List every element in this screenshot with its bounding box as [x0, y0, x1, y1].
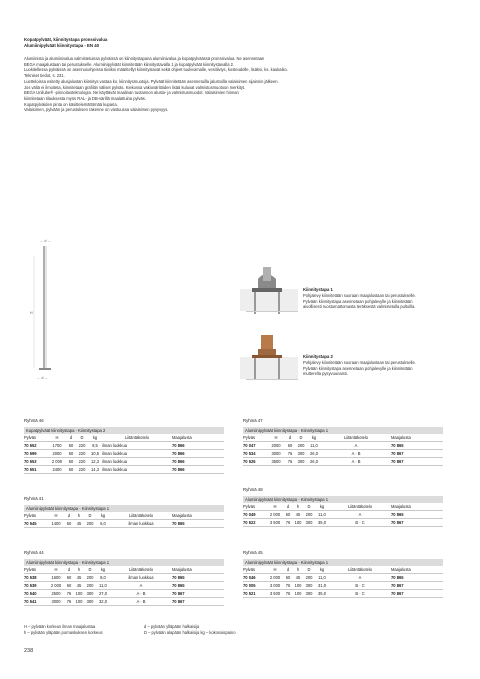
col-header: Maajalusta	[172, 512, 224, 520]
cell: 76	[64, 590, 74, 598]
cell: 76	[285, 450, 295, 458]
page-subtitle: Alumiinipylväät kiinnitystapa - EN 40	[24, 43, 99, 48]
pole-code: 70 049	[243, 511, 267, 519]
cell: A · B	[110, 590, 172, 598]
cell: A · B	[110, 598, 172, 606]
table-row	[243, 590, 443, 598]
cell: 31,0	[315, 582, 329, 590]
cell: 200	[84, 574, 96, 582]
base-code: 70 867	[391, 590, 443, 598]
cell: 60	[66, 466, 76, 474]
cell: 11,0	[315, 511, 329, 519]
product-group-45	[243, 550, 443, 598]
group-table-header: Kupatpylväät kiinnitystapa - Kiinnitystapa 2	[24, 427, 224, 434]
product-group-41	[24, 496, 224, 528]
cell: A	[110, 582, 172, 590]
cell: 100	[294, 591, 302, 596]
caption-line: Pohjalevy kiinnitetään suoraan maajalustaan tai perustukselle.	[303, 360, 416, 365]
base-code: 70 865	[172, 520, 224, 528]
cell: 220	[76, 466, 88, 474]
pole-code: 70 552	[24, 442, 48, 450]
cell: 45	[293, 511, 303, 519]
pole-code: 70 046	[243, 574, 267, 582]
col-header: d	[283, 503, 293, 511]
col-header: H	[48, 566, 64, 574]
col-header: Pylväs	[243, 503, 267, 511]
cell: 300	[84, 590, 96, 598]
table-row	[24, 590, 224, 598]
cell: 300	[303, 582, 315, 590]
cell: ilman luokkua	[102, 466, 172, 474]
cell: 300	[303, 519, 315, 527]
pole-code: 70 539	[24, 582, 48, 590]
cell: 3 500	[267, 519, 283, 527]
cell: 3 500	[267, 590, 283, 598]
intro-text	[24, 56, 429, 113]
col-header: d	[283, 566, 293, 574]
col-header: kg	[307, 434, 321, 442]
base-code: 70 866	[172, 442, 224, 450]
cell: 2000	[48, 450, 66, 458]
cell: 200	[303, 574, 315, 582]
caption-line: aivollisesti ruostumattomasta teräksestä valmistetulla pultoilla.	[303, 304, 416, 310]
cell: 60	[66, 442, 76, 450]
product-group-47	[243, 418, 443, 466]
col-header: kg	[315, 503, 329, 511]
cell: 6,0	[96, 520, 110, 528]
col-header: kg	[88, 434, 102, 442]
cell: 45	[74, 520, 84, 528]
mounting-type-1-illustration	[232, 265, 302, 330]
product-table	[24, 566, 224, 606]
product-group-44	[24, 550, 224, 606]
intro-line: Luetteloissa esitetty alusjalustan kiinnitys vastaa ko. kiinnitysmuotoja. Pylväät kiinnitetään asennetuilla jalustoilla valaisimen sijainnin jälkeen.	[24, 78, 279, 84]
base-code: 70 865	[172, 582, 224, 590]
product-table	[243, 434, 443, 466]
cell: 2 000	[267, 511, 283, 519]
col-header: D	[295, 434, 307, 442]
caption-title: Kiinnitystapa 1	[303, 287, 333, 292]
table-header-row	[24, 512, 224, 520]
table-row	[24, 442, 224, 450]
pole-height-label: H	[30, 311, 33, 315]
cell: B · C	[329, 582, 391, 590]
col-header: Liitäntäkotelo	[329, 566, 391, 574]
col-header: H	[48, 434, 66, 442]
cell: 100	[294, 583, 302, 588]
page-number: 238	[24, 648, 34, 654]
product-group-48	[243, 487, 443, 527]
table-row	[24, 574, 224, 582]
col-header: Maajalusta	[172, 434, 224, 442]
table-header-row	[243, 434, 443, 442]
base-code: 70 867	[172, 598, 224, 606]
base-code: 70 866	[172, 466, 224, 474]
pole-code: 70 551	[24, 466, 48, 474]
col-header: Liitäntäkotelo	[110, 566, 172, 574]
abbreviation-legend	[24, 624, 264, 636]
col-header: h	[74, 566, 84, 574]
pole-code: 70 534	[243, 450, 267, 458]
col-header: Liitäntäkotelo	[329, 503, 391, 511]
col-header: Pylväs	[243, 566, 267, 574]
cell: A · B	[321, 450, 391, 458]
product-table	[243, 503, 443, 527]
col-header: Pylväs	[24, 434, 48, 442]
cell: 2 000	[48, 582, 64, 590]
cell: 300	[84, 598, 96, 606]
cell: 12,3	[88, 458, 102, 466]
legend-row	[24, 630, 264, 636]
pole-code: 70 553	[24, 458, 48, 466]
cell: B · C	[329, 519, 391, 527]
group-table-header: Alumiinipylväät kiinnitystapa - Kiinnitystapa 1	[243, 496, 443, 503]
cell: 8,0	[96, 574, 110, 582]
col-header: D	[84, 566, 96, 574]
cell: 27,0	[96, 590, 110, 598]
col-header: h	[293, 503, 303, 511]
base-code: 70 867	[391, 450, 443, 458]
intro-line: Alumiinista ja alumiinivalua valmistetuissa pylväissä on kiinnitystapana alumiinivalua ja kopatpylväässä pronssivalua. Ne asennetaan	[24, 56, 265, 61]
caption-title: Kiinnitystapa 2	[303, 354, 333, 359]
table-row	[243, 574, 443, 582]
cell: 60	[66, 458, 76, 466]
cell: 35,0	[315, 590, 329, 598]
base-code: 70 867	[172, 590, 224, 598]
intro-line: Kopatpylväiden pinta on käsittelemättömää kuparia.	[24, 101, 118, 107]
legend-item: h – pylvään yläpään pornaskuksen korkeus	[24, 630, 103, 635]
cell: 100	[75, 591, 83, 596]
pole-code: 70 538	[24, 574, 48, 582]
base-code: 70 867	[391, 458, 443, 466]
cell: 10,5	[88, 450, 102, 458]
pole-code: 70 545	[24, 520, 48, 528]
col-header: h	[74, 512, 84, 520]
pole-code: 70 005	[243, 582, 267, 590]
product-table	[24, 434, 224, 474]
cell: 2000	[267, 442, 285, 450]
cell: 45	[74, 574, 84, 582]
cell: 200	[295, 442, 307, 450]
cell: 26,0	[307, 458, 321, 466]
pole-code: 70 540	[24, 590, 48, 598]
cell: 11,0	[315, 574, 329, 582]
col-header: Liitäntäkotelo	[110, 512, 172, 520]
col-header: Maajalusta	[172, 566, 224, 574]
cell: 2 000	[267, 574, 283, 582]
group-table-header: Alumiinipylväät kiinnitystapa - Kiinnitystapa 1	[243, 559, 443, 566]
col-header: h	[293, 566, 303, 574]
group-name: Ryhmä 41	[24, 496, 44, 501]
table-header-row	[243, 566, 443, 574]
legend-item: d – pylvään ylläpään halkaisija	[144, 624, 200, 629]
table-row	[243, 582, 443, 590]
table-row	[243, 511, 443, 519]
intro-line: Jos väliä ei ilmoiteta, kiinnitetaan grafiitin väliset pylväs. Kiekossa vakioväritöiden lisää kuluvat valmistusmuotoon merkityt.	[24, 84, 246, 90]
col-header: D	[303, 566, 315, 574]
table-row	[24, 450, 224, 458]
base-code: 70 865	[391, 574, 443, 582]
base-code: 70 865	[391, 511, 443, 519]
cell: 60	[285, 442, 295, 450]
cell: 60	[64, 520, 74, 528]
cell: 300	[303, 590, 315, 598]
col-header: Pylväs	[24, 566, 48, 574]
group-name: Ryhmä 45	[243, 550, 263, 555]
caption-line: Pylvään kiinnitystapa asennetaan pohjalevylle ja kiinnitetään	[303, 298, 413, 304]
pole-drawing	[24, 236, 64, 384]
col-header: D	[76, 434, 88, 442]
col-header: d	[64, 566, 74, 574]
table-header-row	[24, 434, 224, 442]
cell: 76	[283, 519, 293, 527]
cell: ilman luokkua	[102, 450, 172, 458]
page-title: Kopatpylväät, kiinnitystapa pronssivalua	[24, 37, 108, 42]
pole-code: 70 522	[243, 519, 267, 527]
cell: 2 000	[48, 458, 66, 466]
mounting-type-1-caption	[303, 287, 453, 310]
col-header: kg	[96, 512, 110, 520]
intro-line: Luokitellessa pylväissä on asennusohjeissa tiiviiksi määritellyt kiinnitystavat sekä ohjeet tuulivoimalle, vesitiiviys, kosteudelle, lisäksi, ks. kaukaiko.	[24, 67, 288, 73]
col-header: Maajalusta	[391, 566, 443, 574]
pole-code: 70 047	[243, 442, 267, 450]
group-table-header: Alumiinipylväät kiinnitystapa - Kiinnitystapa 1	[243, 427, 443, 434]
cell: 220	[76, 458, 88, 466]
table-row	[243, 450, 443, 458]
cell: 45	[293, 574, 303, 582]
col-header: kg	[96, 566, 110, 574]
mounting-type-2-illustration	[232, 333, 302, 398]
cell: 1400	[48, 520, 64, 528]
cell: 60	[283, 574, 293, 582]
cell: 9,5	[88, 442, 102, 450]
cell: B · C	[329, 590, 391, 598]
cell: 76	[64, 598, 74, 606]
table-row	[24, 582, 224, 590]
pole-code: 70 541	[24, 598, 48, 606]
base-code: 70 867	[391, 582, 443, 590]
pole-base-dimension: ← d →	[37, 376, 48, 380]
cell: 14,3	[88, 466, 102, 474]
product-table	[24, 512, 224, 528]
table-row	[243, 519, 443, 527]
product-table	[243, 566, 443, 598]
pole-code: 70 521	[243, 590, 267, 598]
table-header-row	[24, 566, 224, 574]
col-header: D	[84, 512, 96, 520]
cell: ilman luokkua	[102, 442, 172, 450]
mounting-type-2-caption	[303, 354, 453, 377]
legend-item: H – pylvään korkeus ilman maajalustaa	[24, 624, 96, 629]
col-header: Maajalusta	[391, 503, 443, 511]
group-table-header: Alumiinipylväät kiinnitystapa - Kiinnitystapa 1	[24, 559, 224, 566]
legend-item: D – pylvään alapään halkaisija kg – kokonaispaino	[144, 630, 236, 635]
col-header: H	[48, 512, 64, 520]
caption-line: Pylvään kiinnitystapa asennetaan pohjalevylle ja kiinnitetään	[303, 365, 413, 371]
cell: 32,0	[96, 598, 110, 606]
cell: 200	[84, 582, 96, 590]
cell: 11,0	[307, 442, 321, 450]
table-row	[24, 466, 224, 474]
group-name: Ryhmä 44	[24, 550, 44, 555]
col-header: Maajalusta	[391, 434, 443, 442]
table-row	[24, 458, 224, 466]
cell: ilman luokkua	[110, 520, 172, 528]
cell: 300	[295, 458, 307, 466]
cell: 2500	[48, 590, 64, 598]
cell: 76	[283, 582, 293, 590]
cell: 220	[76, 450, 88, 458]
cell: 60	[66, 450, 76, 458]
base-code: 70 865	[391, 442, 443, 450]
cell: 45	[74, 582, 84, 590]
cell: 26,0	[307, 450, 321, 458]
cell: 3000	[48, 598, 64, 606]
caption-line: Pohjalevy kiinnitetään suoraan maajalustaan tai perustukselle.	[303, 293, 416, 298]
base-code: 70 866	[172, 458, 224, 466]
col-header: Liitäntäkotelo	[321, 434, 391, 442]
pole-top-dimension: ← d →	[40, 239, 51, 243]
col-header: D	[303, 503, 315, 511]
group-name: Ryhmä 48	[243, 487, 263, 492]
table-row	[24, 520, 224, 528]
cell: 76	[283, 590, 293, 598]
group-name: Ryhmä 46	[24, 418, 44, 423]
intro-line: BEGA Unilube® -pinnoitusteknologia. Ne käyttävät maalinan tuotannon alusta- ja valmistusmuodot. Valaisimien hinnan	[24, 90, 239, 96]
cell: A	[329, 511, 391, 519]
col-header: Pylväs	[24, 512, 48, 520]
cell: 300	[295, 450, 307, 458]
intro-line: Tekniset tiedot, s. 231.	[24, 73, 65, 79]
cell: 1600	[48, 574, 64, 582]
cell: ilman luokkua	[110, 574, 172, 582]
product-group-46	[24, 418, 224, 474]
cell: A	[329, 574, 391, 582]
group-name: Ryhmä 47	[243, 418, 263, 423]
cell: ilman luokkua	[102, 458, 172, 466]
cell: 1700	[48, 442, 66, 450]
caption-line: mutterella pysyvuunaisti.	[303, 371, 348, 377]
col-header: d	[66, 434, 76, 442]
base-code: 70 865	[172, 574, 224, 582]
base-code: 70 867	[391, 519, 443, 527]
intro-line: BEGA maajalustaan tai perustukselle. Alumiinipylväät kiinnitetään kiinnitystavalla 1 ja kopatpylväät kiinnitystavalla 2.	[24, 61, 235, 67]
table-header-row	[243, 503, 443, 511]
cell: 11,0	[96, 582, 110, 590]
intro-line: kiinnitetaan tilauksesta myös RAL- ja DB-värillä maalattuina pylväs.	[24, 95, 146, 101]
cell: 3000	[267, 450, 285, 458]
cell: 60	[283, 511, 293, 519]
col-header: Liitäntäkotelo	[102, 434, 172, 442]
col-header: H	[267, 434, 285, 442]
table-row	[243, 442, 443, 450]
col-header: H	[267, 566, 283, 574]
cell: 100	[294, 520, 302, 525]
base-code: 70 866	[172, 450, 224, 458]
cell: A · B	[321, 458, 391, 466]
cell: 220	[76, 442, 88, 450]
cell: 3 000	[267, 582, 283, 590]
col-header: H	[267, 503, 283, 511]
cell: 76	[285, 458, 295, 466]
cell: 3500	[267, 458, 285, 466]
cell: 200	[303, 511, 315, 519]
intro-line: Valaisimen, pylvään ja perustuksen rakenne on vastuussa valaisimen pysyvyys.	[24, 107, 169, 113]
col-header: d	[64, 512, 74, 520]
cell: 60	[64, 582, 74, 590]
cell: 60	[64, 574, 74, 582]
col-header: Pylväs	[243, 434, 267, 442]
cell: 35,0	[315, 519, 329, 527]
cell: 100	[75, 599, 83, 604]
table-row	[24, 598, 224, 606]
cell: A	[321, 442, 391, 450]
cell: 200	[84, 520, 96, 528]
pole-code: 70 526	[243, 458, 267, 466]
pole-code: 70 599	[24, 450, 48, 458]
cell: 2400	[48, 466, 66, 474]
col-header: kg	[315, 566, 329, 574]
table-row	[243, 458, 443, 466]
col-header: d	[285, 434, 295, 442]
group-table-header: Alumiinipylväät kiinnitystapa - Kiinnitystapa 1	[24, 505, 224, 512]
